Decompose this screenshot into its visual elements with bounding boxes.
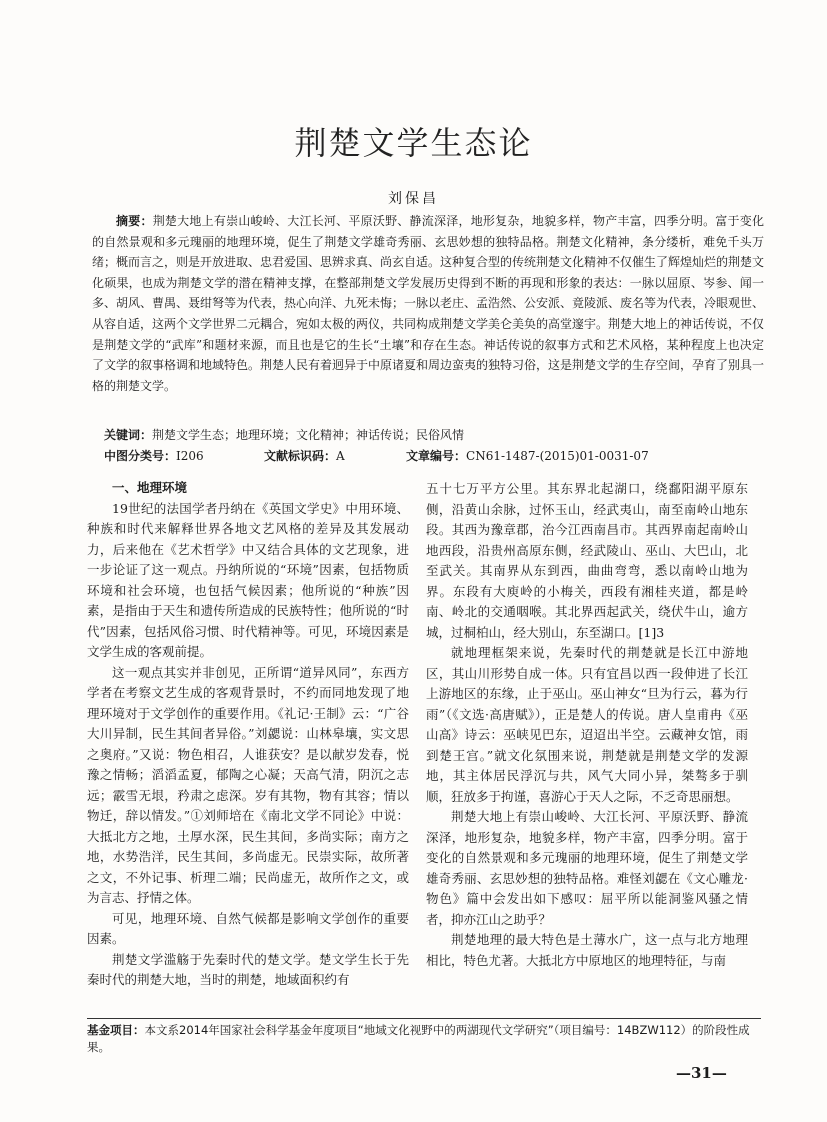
abstract-label: 摘要：: [116, 214, 153, 228]
body-paragraph: 荆楚文学滥觞于先秦时代的楚文学。楚文学生长于先秦时代的荆楚大地，当时的荆楚，地域面积约有: [87, 951, 409, 987]
body-paragraph: 19世纪的法国学者丹纳在《英国文学史》中用环境、种族和时代来解释世界各地文艺风格的差异及其发展动力，后来他在《艺术哲学》中又结合具体的文艺现象，进一步论证了这一观点。丹纳所说的“环境”因素，包括物质环境和社会环境，也包括气候因素；他所说的“种族”因素，是指由于天生和遗传所造成的民族特性；他所说的“时代”因素，包括风俗习惯、时代精神等。可见，环境因素是文学生成的客观前提。: [87, 500, 409, 659]
funding-footnote: [87, 1022, 761, 1056]
funding-label: 基金项目：: [87, 1023, 145, 1037]
abstract-text: 荆楚大地上有崇山峻岭、大江长河、平原沃野、静流深泽，地形复杂，地貌多样，物产丰富，四季分明。富于变化的自然景观和多元瑰丽的地理环境，促生了荆楚文学雄奇秀丽、玄思妙想的独特品格。荆楚文化精神，条分缕析，难免千头万绪；概而言之，则是开放进取、忠君爱国、思辨求真、尚玄自适。这种复合型的传统荆楚文化精神不仅催生了辉煌灿烂的荆楚文化硕果，也成为荆楚文学的潜在精神支撑，在整部荆楚文学发展历史得到不断的再现和形象的表达：一脉以屈原、岑参、闻一多、胡风、曹禺、聂绀弩等为代表，热心向洋、九死未悔；一脉以老庄、孟浩然、公安派、竟陵派、废名等为代表，冷眼观世、从容自适，这两个文学世界二元耦合，宛如太极的两仪，共同构成荆楚文学美仑美奂的高堂邃宇。荆楚大地上的神话传说，不仅是荆楚文学的“武库”和题材来源，而且也是它的生长“土壤”和存在生态。神话传说的叙事方式和艺术风格，某种程度上也决定了文学的叙事格调和地域特色。荆楚人民有着迥异于中原诸夏和周边蛮夷的独特习俗，这是荆楚文学的生存空间，孕育了别具一格的荆楚文学。: [92, 214, 765, 393]
footnote-divider: [87, 1018, 761, 1019]
abstract: [92, 211, 764, 396]
body-paragraph: 这一观点其实并非创见，正所谓“道异风同”，东西方学者在考察文艺生成的客观背景时，不约而同地发现了地理环境对于文学创作的重要作用。《礼记·王制》云：“广谷大川异制，民生其间者异俗。”刘勰说：山林皋壤，实文思之奥府。”又说：物色相召，人谁获安？是以献岁发春，悦豫之情畅；滔滔孟夏，郁陶之心凝；天高气清，阴沉之志远；霰雪无垠，矜肃之虑深。岁有其物，物有其容；情以物迁，辞以情发。”①刘师培在《南北文学不同论》中说：大抵北方之地，土厚水深，民生其间，多尚实际；南方之地，水势浩洋，民生其间，多尚虚无。民崇实际，故所著之文，不外记事、析理二端；民尚虚无，故所作之文，或为言志、抒情之体。: [87, 664, 409, 905]
document-code-label: 文献标识码：: [264, 449, 337, 463]
body-paragraph: 荆楚地理的最大特色是土薄水广，这一点与北方地理相比，特色尤著。大抵北方中原地区的地理特征，与南: [426, 932, 748, 968]
body-paragraph: 可见，地理环境、自然气候都是影响文学创作的重要因素。: [87, 910, 409, 946]
document-code-value: A: [336, 449, 345, 463]
funding-text: 本文系2014年国家社会科学基金年度项目“地域文化视野中的两湖现代文学研究”（项目编号：14BZW112）的阶段性成果。: [87, 1023, 750, 1054]
article-title: 荆楚文学生态论: [294, 124, 533, 162]
clc-value: I206: [176, 449, 204, 463]
clc-number: [104, 447, 204, 465]
right-column: [426, 479, 748, 971]
article-number-label: 文章编号：: [406, 449, 467, 463]
body-paragraph: 荆楚大地上有崇山峻岭、大江长河、平原沃野、静流深泽，地形复杂，地貌多样，物产丰富，四季分明。富于变化的自然景观和多元瑰丽的地理环境，促生了荆楚文学雄奇秀丽、玄思妙想的独特品格。难怪刘勰在《文心雕龙·物色》篇中会发出如下感叹：屈平所以能洞鉴风骚之情者，抑亦江山之助乎？: [426, 809, 748, 927]
article-number: [406, 447, 649, 465]
keywords-text: 荆楚文学生态；地理环境；文化精神；神话传说；民俗风情: [152, 428, 465, 442]
clc-label: 中图分类号：: [104, 449, 177, 463]
page-number: —31—: [676, 1064, 727, 1082]
document-code: [264, 447, 345, 465]
keywords-label: 关键词：: [104, 428, 153, 442]
keywords: [104, 426, 764, 444]
left-column: [87, 478, 409, 991]
body-paragraph: 五十七万平方公里。其东界北起湖口，绕鄱阳湖平原东侧，沿黄山余脉，过怀玉山，经武夷山，南至南岭山地东段。其西为豫章郡，治今江西南昌市。其西界南起南岭山地西段，沿贵州高原东侧，经武陵山、巫山、大巴山，北至武关。其南界从东到西，曲曲弯弯，悉以南岭山地为界。东段有大庾岭的小梅关，西段有湘桂夹道，都是岭南、岭北的交通咽喉。其北界西起武关，绕伏牛山，逾方城，过桐柏山，经大别山，东至湖口。[1]3: [426, 481, 748, 640]
section-heading: 一、地理环境: [112, 480, 188, 495]
author-name: 刘保昌: [388, 191, 439, 207]
article-number-value: CN61-1487-(2015)01-0031-07: [466, 449, 649, 463]
body-paragraph: 就地理框架来说，先秦时代的荆楚就是长江中游地区，其山川形势自成一体。只有宜昌以西一段伸进了长江上游地区的东缘，止于巫山。巫山神女“旦为行云，暮为行雨”（《文选·高唐赋》），正是楚人的传说。唐人皇甫冉《巫山高》诗云：巫峡见巴东，迢迢出半空。云藏神女馆，雨到楚王宫。”就文化氛围来说，荆楚就是荆楚文学的发源地，其主体居民浮沉与共，风气大同小异，桀骜多于驯顺，狂放多于拘谨，喜游心于天人之际，不乏奇思丽想。: [426, 645, 748, 804]
